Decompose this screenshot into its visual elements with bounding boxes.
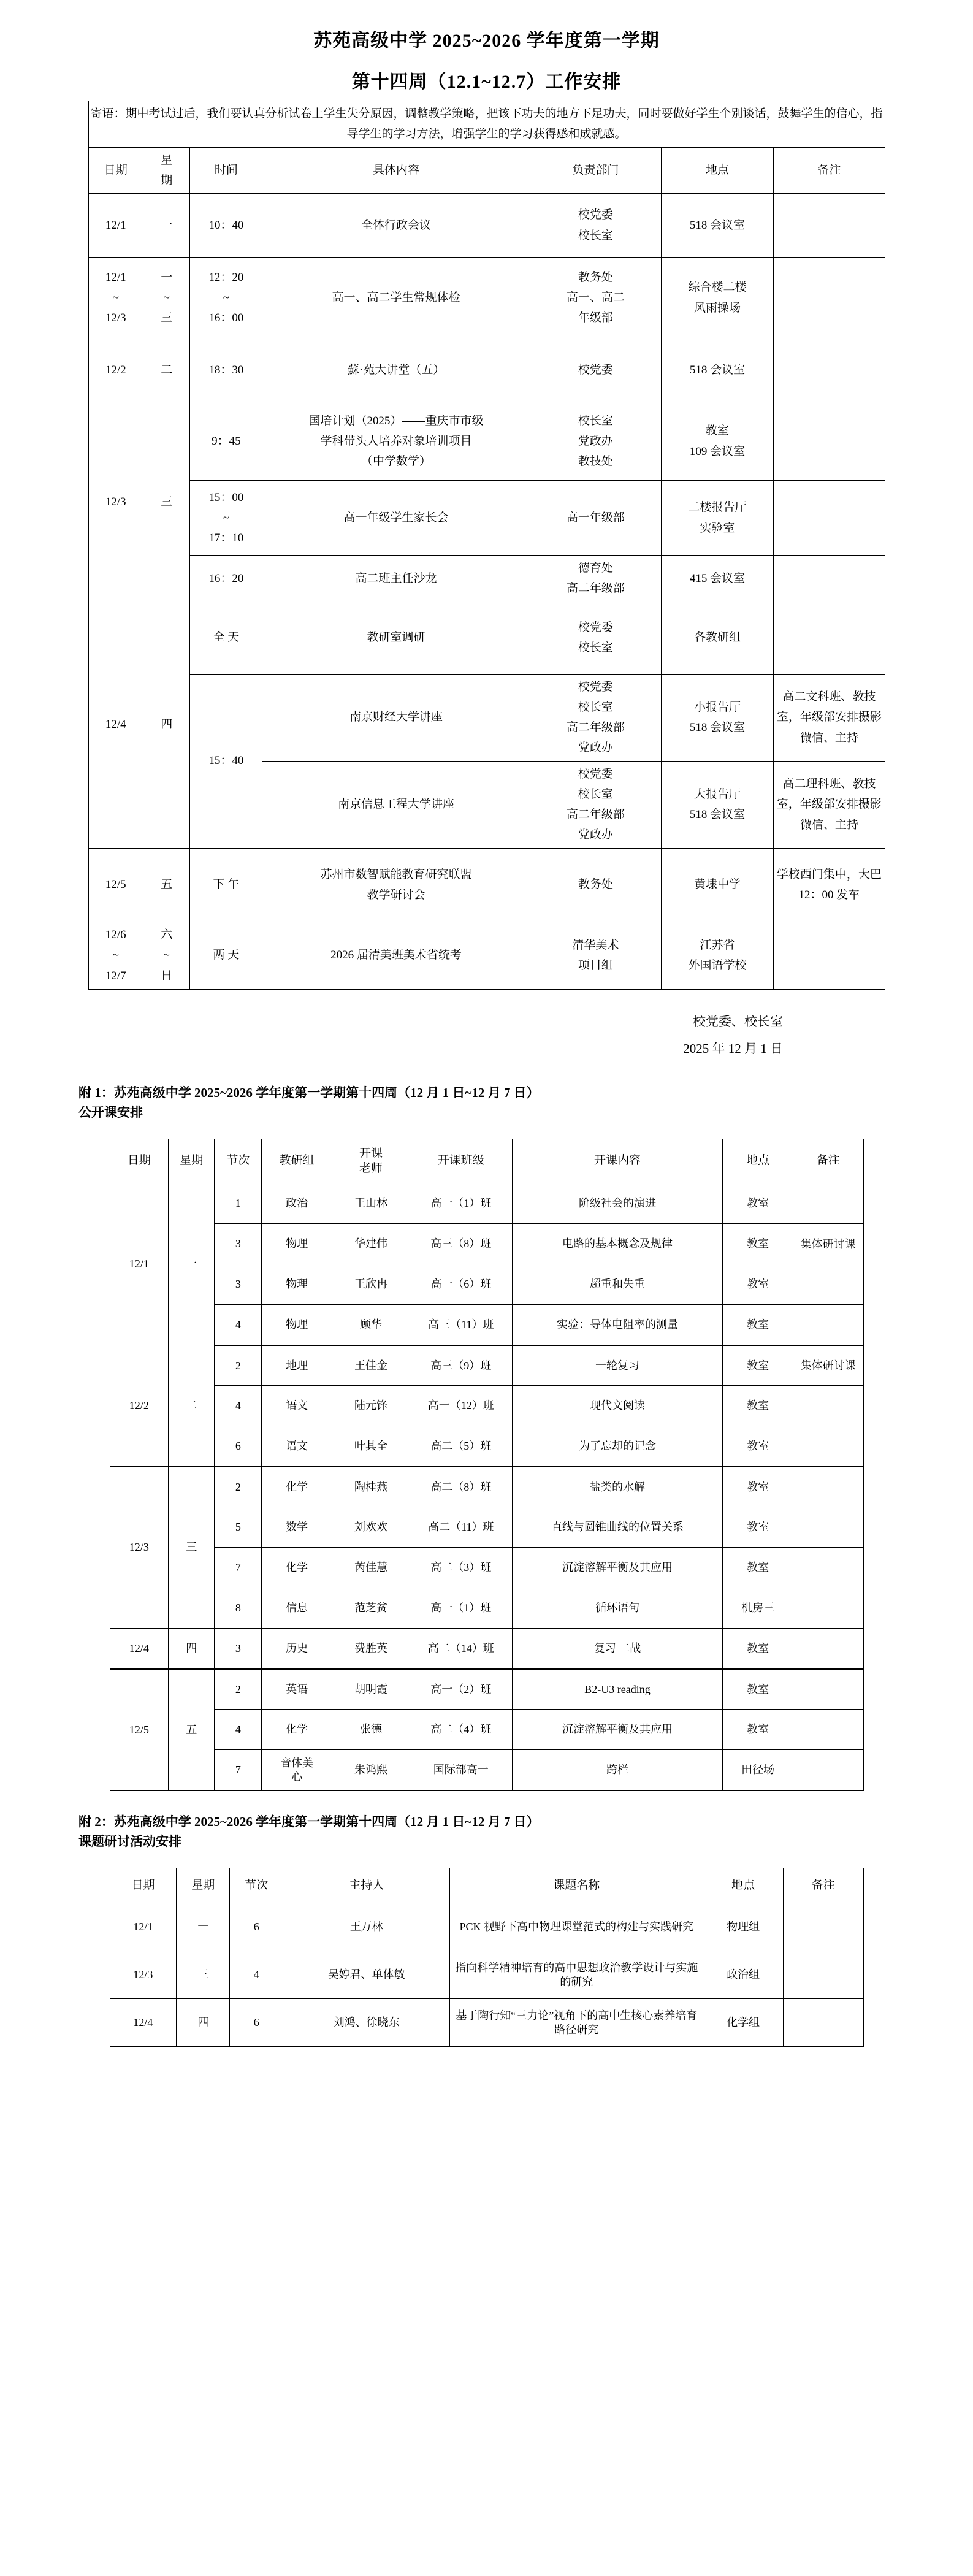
cell-place: 综合楼二楼 风雨操场: [661, 258, 773, 338]
table-header-row: [110, 1868, 863, 1903]
cell-class: 高一（1）班: [410, 1183, 512, 1224]
cell-place: 教室: [723, 1305, 793, 1345]
open-class-row: [110, 1183, 863, 1224]
research-topic-row: [110, 1951, 863, 1999]
appendix2-title-line1: 附 2：苏苑高级中学 2025~2026 学年度第一学期第十四周（12 月 1 日~12 月 7 日）: [78, 1814, 540, 1829]
table-header-row: [110, 1139, 863, 1183]
cell-topic: 跨栏: [512, 1750, 723, 1791]
cell-place: 教室: [723, 1386, 793, 1426]
cell-weekday: 三: [177, 1951, 230, 1999]
cell-period: 4: [215, 1386, 262, 1426]
cell-period: 2: [215, 1669, 262, 1710]
cell-subject-group: 信息: [262, 1588, 332, 1629]
cell-remark: [774, 481, 885, 556]
signature-date: 2025 年 12 月 1 日: [683, 1041, 783, 1056]
cell-remark: [783, 1999, 863, 2047]
cell-host: 吴婷君、单体敏: [283, 1951, 450, 1999]
column-header: 备注: [783, 1868, 863, 1903]
cell-weekday: 五: [169, 1669, 215, 1791]
open-class-row: [110, 1588, 863, 1629]
cell-period: 2: [215, 1345, 262, 1386]
cell-remark: [793, 1183, 863, 1224]
signature-office: 校党委、校长室: [693, 1014, 783, 1029]
cell-place: 教室: [723, 1264, 793, 1305]
cell-place: 黄埭中学: [661, 848, 773, 922]
cell-period: 7: [215, 1548, 262, 1588]
cell-topic: 盐类的水解: [512, 1467, 723, 1507]
cell-teacher: 朱鸿熙: [332, 1750, 410, 1791]
column-header: 课题名称: [450, 1868, 703, 1903]
cell-department: 校长室 党政办 教技处: [530, 402, 661, 481]
cell-period: 3: [215, 1629, 262, 1669]
signature-block: [0, 1008, 973, 1062]
cell-subject-group: 音体美 心: [262, 1750, 332, 1791]
column-header: 地点: [661, 147, 773, 194]
cell-department: 校党委 校长室 高二年级部 党政办: [530, 674, 661, 761]
cell-department: 高一年级部: [530, 481, 661, 556]
cell-class: 高三（8）班: [410, 1224, 512, 1264]
cell-remark: 高二文科班、教技室，年级部安排摄影微信、主持: [774, 674, 885, 761]
cell-remark: [793, 1750, 863, 1791]
cell-topic: 超重和失重: [512, 1264, 723, 1305]
cell-place: 教室: [723, 1710, 793, 1750]
column-header: 节次: [230, 1868, 283, 1903]
cell-time: 16：20: [190, 556, 262, 602]
column-header: 备注: [774, 147, 885, 194]
appendix1-title: [0, 1083, 973, 1123]
cell-topic: 沉淀溶解平衡及其应用: [512, 1548, 723, 1588]
cell-topic: 实验：导体电阻率的测量: [512, 1305, 723, 1345]
cell-place: 小报告厅 518 会议室: [661, 674, 773, 761]
cell-period: 6: [215, 1426, 262, 1467]
cell-subject-group: 物理: [262, 1264, 332, 1305]
open-class-table: [110, 1139, 864, 1791]
cell-class: 高一（2）班: [410, 1669, 512, 1710]
cell-remark: [774, 922, 885, 989]
cell-place: 各教研组: [661, 602, 773, 674]
cell-remark: [793, 1507, 863, 1548]
cell-remark: [793, 1386, 863, 1426]
cell-class: 高一（12）班: [410, 1386, 512, 1426]
cell-teacher: 顾华: [332, 1305, 410, 1345]
cell-class: 高二（3）班: [410, 1548, 512, 1588]
column-header: 日期: [110, 1139, 169, 1183]
column-header: 星期: [169, 1139, 215, 1183]
appendix1-title-line1: 附 1：苏苑高级中学 2025~2026 学年度第一学期第十四周（12 月 1 日~12 月 7 日）: [78, 1085, 540, 1100]
column-header: 开课 老师: [332, 1139, 410, 1183]
cell-place: 518 会议室: [661, 338, 773, 402]
cell-topic: 为了忘却的记念: [512, 1426, 723, 1467]
cell-department: 清华美术 项目组: [530, 922, 661, 989]
cell-teacher: 陶桂燕: [332, 1467, 410, 1507]
cell-teacher: 陆元锋: [332, 1386, 410, 1426]
cell-weekday: 三: [143, 402, 190, 602]
cell-content: 高二班主任沙龙: [262, 556, 530, 602]
column-header: 日期: [88, 147, 143, 194]
cell-date: 12/5: [110, 1669, 169, 1791]
cell-teacher: 刘欢欢: [332, 1507, 410, 1548]
cell-period: 5: [215, 1507, 262, 1548]
cell-host: 刘鸿、徐晓东: [283, 1999, 450, 2047]
cell-content: 高一、高二学生常规体检: [262, 258, 530, 338]
cell-subject-group: 数学: [262, 1507, 332, 1548]
cell-subject-group: 化学: [262, 1548, 332, 1588]
open-class-row: [110, 1345, 863, 1386]
schedule-row: [88, 602, 885, 674]
schedule-row: [88, 556, 885, 602]
cell-subject-group: 历史: [262, 1629, 332, 1669]
cell-remark: [783, 1903, 863, 1951]
cell-time: 15：00 ~ 17：10: [190, 481, 262, 556]
cell-place: 化学组: [703, 1999, 784, 2047]
intro-text: 寄语：期中考试过后，我们要认真分析试卷上学生失分原因，调整教学策略，把该下功夫的地方下足功夫，同时要做好学生个别谈话，鼓舞学生的信心，指导学生的学习方法，增强学生的学习获得感和成就感。: [88, 101, 885, 148]
cell-remark: 集体研讨课: [793, 1345, 863, 1386]
cell-content: 蘇·苑大讲堂（五）: [262, 338, 530, 402]
cell-time: 18：30: [190, 338, 262, 402]
intro-row: [88, 101, 885, 148]
cell-subject-group: 物理: [262, 1305, 332, 1345]
column-header: 星期: [177, 1868, 230, 1903]
cell-period: 6: [230, 1903, 283, 1951]
cell-period: 7: [215, 1750, 262, 1791]
open-class-row: [110, 1467, 863, 1507]
schedule-row: [88, 402, 885, 481]
cell-place: 物理组: [703, 1903, 784, 1951]
open-class-row: [110, 1710, 863, 1750]
cell-topic: PCK 视野下高中物理课堂范式的构建与实践研究: [450, 1903, 703, 1951]
cell-teacher: 王欣冉: [332, 1264, 410, 1305]
cell-topic: 沉淀溶解平衡及其应用: [512, 1710, 723, 1750]
open-class-row: [110, 1629, 863, 1669]
cell-place: 大报告厅 518 会议室: [661, 761, 773, 848]
column-header: 地点: [703, 1868, 784, 1903]
cell-weekday: 二: [169, 1345, 215, 1467]
cell-date: 12/1: [110, 1183, 169, 1345]
cell-place: 教室: [723, 1345, 793, 1386]
cell-weekday: 一: [177, 1903, 230, 1951]
open-class-row: [110, 1264, 863, 1305]
cell-place: 机房三: [723, 1588, 793, 1629]
cell-subject-group: 政治: [262, 1183, 332, 1224]
cell-period: 1: [215, 1183, 262, 1224]
open-class-row: [110, 1669, 863, 1710]
column-header: 教研组: [262, 1139, 332, 1183]
cell-date: 12/2: [88, 338, 143, 402]
cell-period: 4: [230, 1951, 283, 1999]
cell-weekday: 四: [143, 602, 190, 848]
cell-place: 教室: [723, 1426, 793, 1467]
cell-remark: [774, 402, 885, 481]
cell-place: 田径场: [723, 1750, 793, 1791]
cell-remark: [774, 194, 885, 258]
cell-remark: [783, 1951, 863, 1999]
weekly-schedule-table: [88, 101, 885, 990]
cell-department: 教务处: [530, 848, 661, 922]
cell-subject-group: 化学: [262, 1467, 332, 1507]
cell-remark: 集体研讨课: [793, 1224, 863, 1264]
cell-topic: 基于陶行知“三力论”视角下的高中生核心素养培育路径研究: [450, 1999, 703, 2047]
cell-place: 教室: [723, 1224, 793, 1264]
cell-remark: 高二理科班、教技室，年级部安排摄影微信、主持: [774, 761, 885, 848]
cell-teacher: 费胜英: [332, 1629, 410, 1669]
cell-department: 校党委 校长室: [530, 602, 661, 674]
cell-date: 12/1: [110, 1903, 177, 1951]
cell-remark: [774, 338, 885, 402]
cell-place: 政治组: [703, 1951, 784, 1999]
cell-content: 苏州市数智赋能教育研究联盟 教学研讨会: [262, 848, 530, 922]
cell-place: 教室: [723, 1548, 793, 1588]
cell-time: 全 天: [190, 602, 262, 674]
open-class-row: [110, 1386, 863, 1426]
cell-weekday: 一: [169, 1183, 215, 1345]
cell-time: 9：45: [190, 402, 262, 481]
column-header: 时间: [190, 147, 262, 194]
column-header: 开课内容: [512, 1139, 723, 1183]
cell-date: 12/3: [110, 1951, 177, 1999]
cell-date: 12/4: [110, 1629, 169, 1669]
cell-content: 国培计划（2025）——重庆市市级 学科带头人培养对象培训项目 （中学数学）: [262, 402, 530, 481]
cell-content: 南京财经大学讲座: [262, 674, 530, 761]
open-class-row: [110, 1224, 863, 1264]
cell-weekday: 一 ~ 三: [143, 258, 190, 338]
cell-content: 南京信息工程大学讲座: [262, 761, 530, 848]
cell-date: 12/4: [88, 602, 143, 848]
cell-subject-group: 物理: [262, 1224, 332, 1264]
cell-subject-group: 化学: [262, 1710, 332, 1750]
cell-weekday: 四: [169, 1629, 215, 1669]
cell-date: 12/4: [110, 1999, 177, 2047]
schedule-row: [88, 922, 885, 989]
cell-class: 高二（4）班: [410, 1710, 512, 1750]
cell-department: 校党委: [530, 338, 661, 402]
cell-place: 教室 109 会议室: [661, 402, 773, 481]
page-title-line2: 第十四周（12.1~12.7）工作安排: [351, 72, 622, 92]
cell-class: 高二（14）班: [410, 1629, 512, 1669]
column-header: 日期: [110, 1868, 177, 1903]
cell-remark: [793, 1669, 863, 1710]
column-header: 节次: [215, 1139, 262, 1183]
cell-topic: 指向科学精神培育的高中思想政治教学设计与实施的研究: [450, 1951, 703, 1999]
cell-weekday: 五: [143, 848, 190, 922]
cell-subject-group: 英语: [262, 1669, 332, 1710]
cell-class: 高三（9）班: [410, 1345, 512, 1386]
cell-teacher: 叶其全: [332, 1426, 410, 1467]
cell-subject-group: 地理: [262, 1345, 332, 1386]
cell-place: 教室: [723, 1629, 793, 1669]
cell-weekday: 三: [169, 1467, 215, 1629]
cell-place: 518 会议室: [661, 194, 773, 258]
cell-topic: 现代文阅读: [512, 1386, 723, 1426]
schedule-row: [88, 338, 885, 402]
cell-remark: [793, 1264, 863, 1305]
cell-place: 教室: [723, 1507, 793, 1548]
cell-date: 12/3: [88, 402, 143, 602]
appendix2-title: [0, 1812, 973, 1852]
cell-class: 高一（6）班: [410, 1264, 512, 1305]
cell-period: 4: [215, 1305, 262, 1345]
cell-class: 高二（5）班: [410, 1426, 512, 1467]
cell-weekday: 一: [143, 194, 190, 258]
cell-class: 高二（8）班: [410, 1467, 512, 1507]
cell-remark: [793, 1467, 863, 1507]
cell-place: 教室: [723, 1669, 793, 1710]
cell-date: 12/6 ~ 12/7: [88, 922, 143, 989]
cell-period: 6: [230, 1999, 283, 2047]
column-header: 星 期: [143, 147, 190, 194]
cell-teacher: 张德: [332, 1710, 410, 1750]
cell-content: 全体行政会议: [262, 194, 530, 258]
cell-period: 3: [215, 1264, 262, 1305]
cell-time: 下 午: [190, 848, 262, 922]
cell-department: 校党委 校长室: [530, 194, 661, 258]
schedule-row: [88, 674, 885, 761]
cell-remark: [793, 1629, 863, 1669]
cell-subject-group: 语文: [262, 1386, 332, 1426]
cell-teacher: 胡明霞: [332, 1669, 410, 1710]
cell-place: 415 会议室: [661, 556, 773, 602]
cell-date: 12/2: [110, 1345, 169, 1467]
cell-class: 高三（11）班: [410, 1305, 512, 1345]
table-header-row: [88, 147, 885, 194]
column-header: 备注: [793, 1139, 863, 1183]
cell-date: 12/1: [88, 194, 143, 258]
cell-weekday: 六 ~ 日: [143, 922, 190, 989]
cell-host: 王万林: [283, 1903, 450, 1951]
cell-teacher: 王佳金: [332, 1345, 410, 1386]
research-topic-row: [110, 1903, 863, 1951]
open-class-row: [110, 1305, 863, 1345]
cell-date: 12/3: [110, 1467, 169, 1629]
open-class-row: [110, 1750, 863, 1791]
cell-topic: 复习 二战: [512, 1629, 723, 1669]
schedule-row: [88, 481, 885, 556]
cell-topic: 直线与圆锥曲线的位置关系: [512, 1507, 723, 1548]
cell-period: 8: [215, 1588, 262, 1629]
cell-class: 高二（11）班: [410, 1507, 512, 1548]
column-header: 地点: [723, 1139, 793, 1183]
cell-period: 2: [215, 1467, 262, 1507]
cell-content: 教研室调研: [262, 602, 530, 674]
cell-time: 10：40: [190, 194, 262, 258]
schedule-row: [88, 258, 885, 338]
open-class-row: [110, 1426, 863, 1467]
cell-department: 校党委 校长室 高二年级部 党政办: [530, 761, 661, 848]
cell-time: 两 天: [190, 922, 262, 989]
cell-remark: [774, 602, 885, 674]
cell-teacher: 范芝贫: [332, 1588, 410, 1629]
cell-place: 教室: [723, 1467, 793, 1507]
cell-remark: [793, 1426, 863, 1467]
cell-remark: [793, 1588, 863, 1629]
cell-date: 12/1 ~ 12/3: [88, 258, 143, 338]
cell-teacher: 芮佳慧: [332, 1548, 410, 1588]
cell-weekday: 二: [143, 338, 190, 402]
cell-period: 4: [215, 1710, 262, 1750]
schedule-row: [88, 194, 885, 258]
cell-teacher: 王山林: [332, 1183, 410, 1224]
cell-department: 德育处 高二年级部: [530, 556, 661, 602]
column-header: 开课班级: [410, 1139, 512, 1183]
cell-time: 12：20 ~ 16：00: [190, 258, 262, 338]
cell-topic: 阶级社会的演进: [512, 1183, 723, 1224]
cell-subject-group: 语文: [262, 1426, 332, 1467]
cell-remark: [793, 1548, 863, 1588]
cell-content: 高一年级学生家长会: [262, 481, 530, 556]
cell-remark: [774, 258, 885, 338]
cell-topic: 一轮复习: [512, 1345, 723, 1386]
column-header: 主持人: [283, 1868, 450, 1903]
open-class-row: [110, 1507, 863, 1548]
cell-date: 12/5: [88, 848, 143, 922]
cell-topic: B2-U3 reading: [512, 1669, 723, 1710]
column-header: 具体内容: [262, 147, 530, 194]
cell-time: 15：40: [190, 674, 262, 848]
cell-content: 2026 届清美班美术省统考: [262, 922, 530, 989]
open-class-row: [110, 1548, 863, 1588]
cell-class: 国际部高一: [410, 1750, 512, 1791]
cell-place: 二楼报告厅 实验室: [661, 481, 773, 556]
cell-remark: [793, 1710, 863, 1750]
page-title-line1: 苏苑高级中学 2025~2026 学年度第一学期: [313, 31, 660, 51]
cell-remark: [793, 1305, 863, 1345]
cell-topic: 电路的基本概念及规律: [512, 1224, 723, 1264]
bottom-spacer: [0, 2047, 973, 2114]
cell-remark: 学校西门集中，大巴 12：00 发车: [774, 848, 885, 922]
column-header: 负责部门: [530, 147, 661, 194]
cell-weekday: 四: [177, 1999, 230, 2047]
cell-department: 教务处 高一、高二 年级部: [530, 258, 661, 338]
research-topic-table: [110, 1868, 864, 2047]
cell-period: 3: [215, 1224, 262, 1264]
appendix1-title-line2: 公开课安排: [78, 1105, 143, 1120]
cell-teacher: 华建伟: [332, 1224, 410, 1264]
cell-place: 教室: [723, 1183, 793, 1224]
research-topic-row: [110, 1999, 863, 2047]
cell-remark: [774, 556, 885, 602]
appendix2-title-line2: 课题研讨活动安排: [78, 1834, 181, 1849]
cell-class: 高一（1）班: [410, 1588, 512, 1629]
cell-topic: 循环语句: [512, 1588, 723, 1629]
schedule-row: [88, 848, 885, 922]
cell-place: 江苏省 外国语学校: [661, 922, 773, 989]
